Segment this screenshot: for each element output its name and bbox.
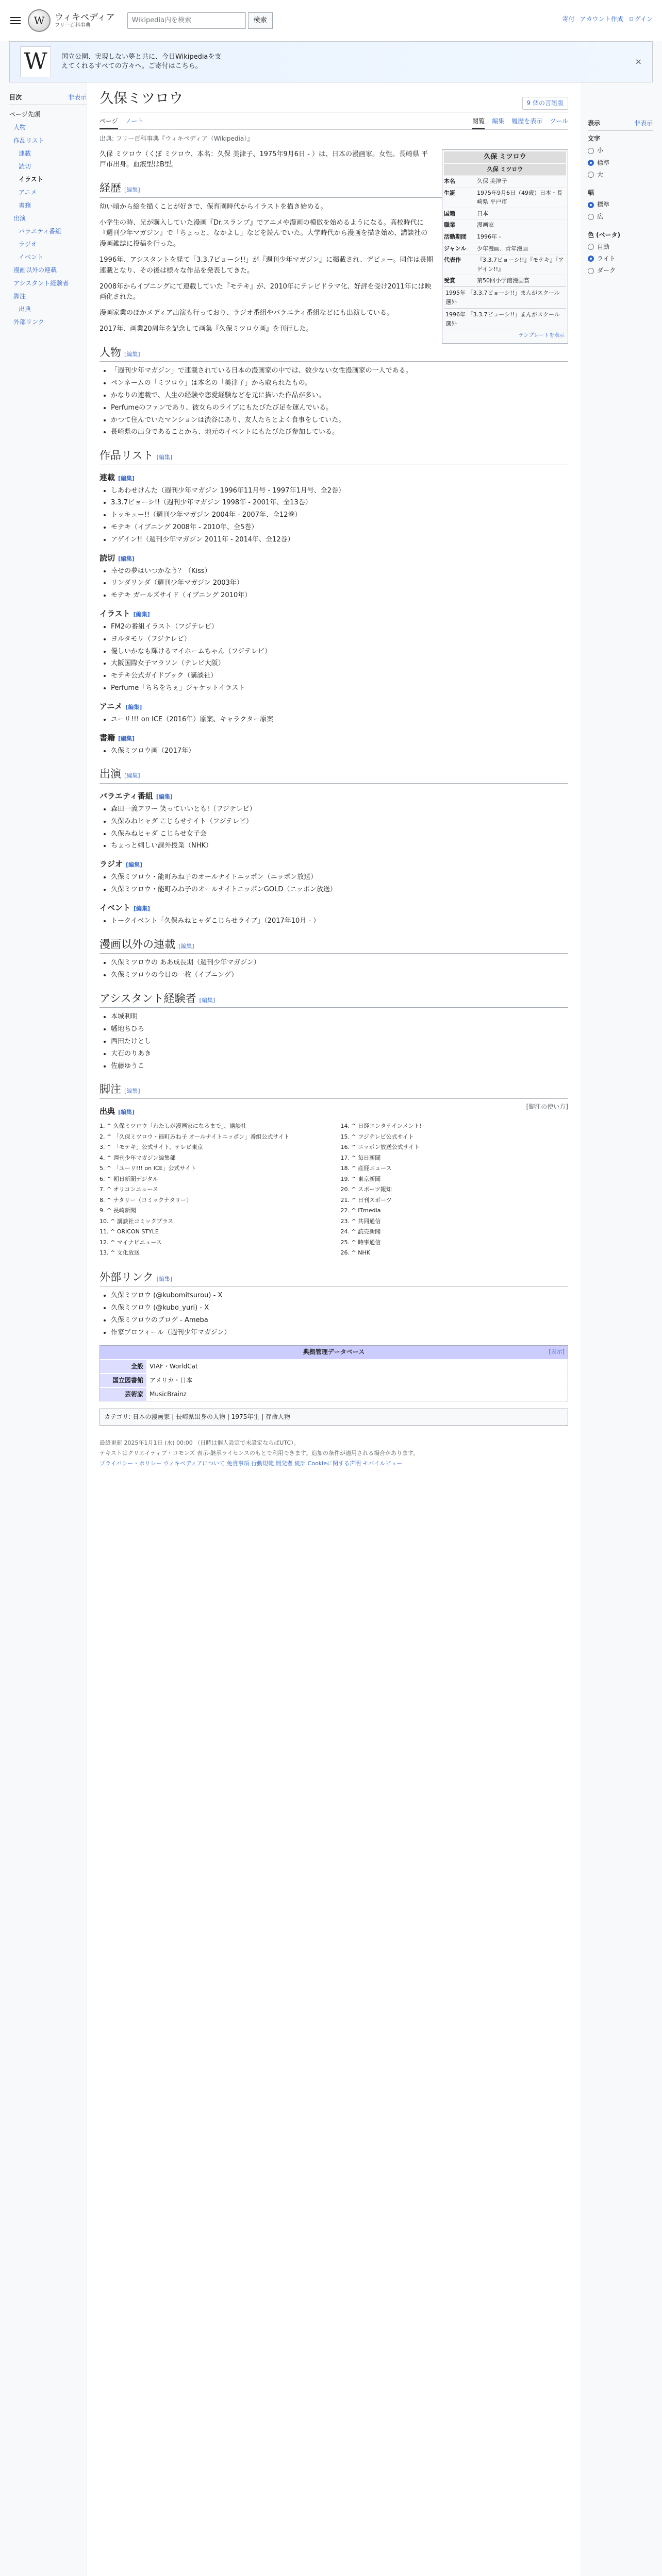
section-other-serial: 漫画以外の連載 [編集] xyxy=(100,936,568,954)
section-appear: 出演 [編集] xyxy=(100,766,568,784)
radio-item: • 久保ミツロウ・能町みね子のオールナイトニッポン（ニッポン放送） xyxy=(111,872,568,883)
reference-item[interactable]: 4. ^ 週刊少年マガジン編集部 xyxy=(100,1154,176,1161)
infobox-key: 国籍 xyxy=(444,210,455,217)
reference-item[interactable]: 22. ^ ITmedia xyxy=(340,1207,381,1214)
oneshot-item: • 幸せの夢はいつかなう？（Kiss） xyxy=(111,566,568,577)
reference-item[interactable]: 23. ^ 共同通信 xyxy=(340,1217,381,1225)
career-paragraph: 2017年、画業20周年を記念して画集『久保ミツロウ画』を刊行した。 xyxy=(100,325,313,333)
radio-icon[interactable] xyxy=(588,172,594,178)
header xyxy=(0,0,662,41)
toc-item[interactable]: 作品リスト xyxy=(13,137,44,144)
navbox-key: 国立図書館 xyxy=(100,1374,146,1387)
variety-item: • 久保みねヒャダ こじらせ女子会 xyxy=(111,829,568,840)
infobox-name: 久保 ミツロウ xyxy=(444,164,566,175)
navbox-row xyxy=(100,1373,568,1387)
person-item: • かつて住んでいたマンションは渋谷にあり、友人たちとよく食事をしていた。 xyxy=(111,415,568,426)
width-option[interactable] xyxy=(588,211,653,223)
width-option[interactable] xyxy=(588,199,653,211)
reference-item[interactable]: 9. ^ 長崎新聞 xyxy=(100,1207,136,1214)
search-input[interactable]: Wikipedia内を検索 xyxy=(127,12,246,29)
donation-banner xyxy=(9,41,653,82)
color-option[interactable] xyxy=(588,253,653,265)
infobox-publication: 1995年 「3.3.7ビョーシ!!」まんがスクール選外 xyxy=(444,286,566,308)
subsection-event: イベント [編集] xyxy=(100,903,151,912)
infobox-row xyxy=(444,208,566,219)
wikipedia-w-icon: W xyxy=(20,46,51,77)
reference-item[interactable]: 19. ^ 東京新聞 xyxy=(340,1175,381,1182)
toc-item[interactable]: 出典 xyxy=(19,306,31,313)
toc-item[interactable]: 脚注 xyxy=(13,292,26,300)
reference-item[interactable]: 20. ^ スポーツ報知 xyxy=(340,1186,392,1193)
edit-link[interactable]: [編集] xyxy=(118,474,135,482)
navbox-title: 典拠管理データベース xyxy=(303,1348,365,1356)
appearance-panel xyxy=(581,82,653,2576)
illust-item: • 大阪国際女子マラソン（テレビ大阪） xyxy=(111,658,568,669)
tab-tools[interactable]: ツール xyxy=(550,117,568,125)
oneshot-item: • モテキ ガールズサイド（イブニング 2010年） xyxy=(111,590,568,601)
external-link: • 久保ミツロウ (@kubomitsurou) - X xyxy=(111,1291,568,1301)
color-option[interactable] xyxy=(588,265,653,277)
external-link: • 作家プロフィール（週刊少年マガジン） xyxy=(111,1328,568,1338)
serial-item: • しあわせけんた（週刊少年マガジン 1996年11月号 - 1997年1月号、全2巻） xyxy=(111,486,568,497)
illust-item: • ヨルタモリ（フジテレビ） xyxy=(111,634,568,645)
infobox-key: 活動期間 xyxy=(444,233,467,241)
toc-item[interactable]: 書籍 xyxy=(19,201,31,209)
assistant-item: • 大石のりあき xyxy=(111,1049,568,1060)
edit-link[interactable]: [編集] xyxy=(118,735,135,742)
site-logo[interactable] xyxy=(28,9,115,32)
toc-item[interactable]: アニメ xyxy=(19,189,37,196)
toc-item[interactable]: 外部リンク xyxy=(13,318,44,326)
toc-hide-button[interactable]: 非表示 xyxy=(68,94,87,101)
radio-label: ライト xyxy=(597,255,616,262)
tab-read[interactable]: 閲覧 xyxy=(472,114,485,129)
reference-item[interactable]: 14. ^ 日経エンタテインメント! xyxy=(340,1123,422,1130)
reference-item[interactable]: 24. ^ 読売新聞 xyxy=(340,1228,381,1235)
radio-label: 小 xyxy=(597,147,604,155)
infobox-publication: 1996年 「3.3.7ビョーシ!!」まんがスクール選外 xyxy=(444,308,566,330)
edit-link[interactable]: [編集] xyxy=(124,772,140,779)
radio-icon[interactable] xyxy=(588,214,594,220)
tab-talk[interactable]: ノート xyxy=(125,117,144,125)
illust-item: • 優しいかなも輝けるマイホームちゃん（フジテレビ） xyxy=(111,647,568,657)
page-footer xyxy=(100,1431,568,1476)
width-label: 幅 xyxy=(588,189,594,196)
main-content xyxy=(87,82,581,2576)
navbox-row xyxy=(100,1359,568,1373)
tab-page[interactable]: ページ xyxy=(100,114,118,129)
edit-link[interactable]: [編集] xyxy=(134,905,151,912)
infobox-row xyxy=(444,254,566,275)
subsection-serial: 連載 [編集] xyxy=(100,472,135,482)
table-of-contents xyxy=(9,82,87,2576)
illust-item: • FM2の番組イラスト（フジテレビ） xyxy=(111,622,568,633)
section-works: 作品リスト [編集] xyxy=(100,447,568,465)
radio-icon[interactable] xyxy=(588,268,594,274)
illust-item: • Perfume「ちちをちぇ」ジャケットイラスト xyxy=(111,683,568,694)
navbox-toggle[interactable]: [表示] xyxy=(549,1348,565,1355)
edit-link[interactable]: [編集] xyxy=(156,1275,173,1282)
subsection-illust: イラスト [編集] xyxy=(100,609,150,619)
navbox-value[interactable]: MusicBrainz xyxy=(146,1388,568,1401)
refs-help-link[interactable]: [脚注の使い方] xyxy=(526,1103,568,1110)
infobox-value: 第50回小学館漫画賞 xyxy=(477,277,529,284)
edit-link[interactable]: [編集] xyxy=(156,454,173,461)
edit-link[interactable]: [編集] xyxy=(124,350,140,358)
illust-item: • モテキ公式ガイドブック（講談社） xyxy=(111,671,568,682)
infobox-row xyxy=(444,187,566,208)
infobox-row xyxy=(444,219,566,231)
reference-item[interactable]: 8. ^ ナタリー（コミックナタリー） xyxy=(100,1196,192,1204)
infobox-row xyxy=(444,231,566,243)
footer-last-modified: 最終更新 2025年1月1日 (水) 00:00 （日時は個人設定で未設定ならばUTC）。 xyxy=(100,1439,300,1447)
infobox-key: 受賞 xyxy=(444,277,455,284)
variety-item: • 森田一義アワー 笑っていいとも!（フジテレビ） xyxy=(111,804,568,815)
category-links[interactable]: カテゴリ: 日本の漫画家 | 長崎県出身の人物 | 1975年生 | 存命人物 xyxy=(100,1409,568,1426)
infobox-row xyxy=(444,275,566,286)
toc-item[interactable]: ページ先頭 xyxy=(9,111,40,118)
variety-item: • 久保みねヒャダ こじらせナイト（フジテレビ） xyxy=(111,817,568,827)
career-paragraph: 1996年、アシスタントを経て「3.3.7ビョーシ!!」が『週刊少年マガジン』に掲載され、デビュー。同作は長期連載となり、その後は様々な作品を発表してきた。 xyxy=(100,256,434,275)
radio-icon[interactable] xyxy=(588,148,594,154)
toc-item[interactable]: 漫画以外の連載 xyxy=(13,266,57,274)
event-item: • トークイベント「久保みねヒャダこじらせライブ」（2017年10月 - ） xyxy=(111,916,568,927)
radio-label: 自動 xyxy=(597,243,610,250)
career-paragraph: 漫画家業のほかメディア出演も行っており、ラジオ番組やバラエティ番組などにも出演している。 xyxy=(100,309,393,317)
external-link: • 久保ミツロウのブログ - Ameba xyxy=(111,1315,568,1326)
external-link: • 久保ミツロウ (@kubo_yuri) - X xyxy=(111,1303,568,1314)
donate-link[interactable]: 寄付 xyxy=(562,15,575,23)
reference-item[interactable]: 7. ^ オリコンニュース xyxy=(100,1186,158,1193)
reference-item[interactable]: 10. ^ 講談社コミックプラス xyxy=(100,1217,174,1225)
text-size-option[interactable] xyxy=(588,145,653,157)
reference-item[interactable]: 5. ^ 「ユーリ!!! on ICE」公式サイト xyxy=(100,1165,196,1172)
section-external: 外部リンク [編集] xyxy=(100,1269,568,1287)
reference-item[interactable]: 1. ^ 久保ミツロウ「わたしが漫画家になるまで」、講談社 xyxy=(100,1123,247,1130)
infobox xyxy=(442,149,568,344)
infobox-row xyxy=(444,175,566,187)
infobox-value: 1996年 - xyxy=(477,233,501,241)
other-serial-item: • 久保ミツロウの ああ成長期（週刊少年マガジン） xyxy=(111,958,568,969)
radio-icon[interactable] xyxy=(588,202,594,208)
person-item: • ペンネームの「ミツロウ」は本名の「美津子」から取られたもの。 xyxy=(111,378,568,389)
edit-link[interactable]: [編集] xyxy=(178,942,194,950)
search-button[interactable]: 検索 xyxy=(248,12,273,29)
reference-item[interactable]: 13. ^ 文化放送 xyxy=(100,1249,140,1257)
subsection-refs: 出典 [編集] xyxy=(100,1106,135,1116)
serial-item: • アゲイン!!（週刊少年マガジン 2011年 - 2014年、全12巻） xyxy=(111,535,568,546)
logo-title: ウィキペディア xyxy=(55,12,115,23)
footer-links[interactable]: プライバシー・ポリシー ウィキペディアについて 免責事項 行動規範 開発者 統計 Cookieに関する声明 モバイルビュー xyxy=(100,1460,403,1467)
section-career: 経歴 [編集] xyxy=(100,180,568,198)
person-item: • Perfumeのファンであり、彼女らのライブにもたびたび足を運んでいる。 xyxy=(111,403,568,414)
navbox-row xyxy=(100,1387,568,1401)
appearance-title: 表示 xyxy=(588,120,601,127)
navbox-key: 全般 xyxy=(100,1360,146,1373)
section-notes: 脚注 [編集] xyxy=(100,1081,568,1099)
career-paragraph: 2008年からイブニングにて連載していた『モテキ』が、2010年にテレビドラマ化、好評を受け2011年には映画化された。 xyxy=(100,282,432,301)
infobox-template-link[interactable]: テンプレートを表示 xyxy=(444,330,566,342)
toc-item[interactable]: ラジオ xyxy=(19,241,38,248)
assistant-item: • 幡地ちひろ xyxy=(111,1024,568,1035)
edit-link[interactable]: [編集] xyxy=(156,793,173,801)
assistant-item: • 佐藤ゆうこ xyxy=(111,1061,568,1072)
edit-link[interactable]: [編集] xyxy=(199,996,216,1004)
other-serial-item: • 久保ミツロウの今日の一枚（イブニング） xyxy=(111,970,568,981)
toc-header: 目次 非表示 xyxy=(9,93,87,105)
edit-link[interactable]: [編集] xyxy=(118,555,135,562)
user-links xyxy=(562,14,653,24)
page-source: 出典: フリー百科事典『ウィキペディア（Wikipedia）』 xyxy=(100,135,254,143)
logo-subtitle: フリー百科事典 xyxy=(55,23,91,29)
tab-history[interactable]: 履歴を表示 xyxy=(511,117,543,125)
edit-link[interactable]: [編集] xyxy=(118,1108,135,1115)
navbox-key: 芸術家 xyxy=(100,1388,146,1401)
tab-edit[interactable]: 編集 xyxy=(492,117,505,125)
infobox-key: ジャンル xyxy=(444,245,467,252)
infobox-key: 代表作 xyxy=(444,257,461,264)
radio-icon[interactable] xyxy=(588,256,594,262)
infobox-value: 少年漫画、青年漫画 xyxy=(477,245,528,252)
edit-link[interactable]: [編集] xyxy=(124,1088,140,1095)
toc-item[interactable]: 連載 xyxy=(19,149,31,157)
text-size-option[interactable] xyxy=(588,169,653,181)
subsection-anime: アニメ [編集] xyxy=(100,701,142,711)
appearance-hide-button[interactable]: 非表示 xyxy=(634,120,653,127)
text-size-label: 文字 xyxy=(588,135,601,143)
subsection-oneshot: 読切 [編集] xyxy=(100,553,135,563)
infobox-value: 1975年9月6日（49歳）日本・長崎県 平戸市 xyxy=(477,189,562,206)
reference-item[interactable]: 18. ^ 産経ニュース xyxy=(340,1165,392,1172)
infobox-row xyxy=(444,243,566,255)
variety-item: • ちょっと刺しい課外授業（NHK） xyxy=(111,841,568,852)
color-option[interactable] xyxy=(588,241,653,253)
toc-item[interactable]: 読切 xyxy=(19,162,31,170)
infobox-key: 本名 xyxy=(444,178,455,185)
login-link[interactable]: ログイン xyxy=(628,15,653,23)
navbox-value[interactable]: アメリカ・日本 xyxy=(146,1374,568,1387)
section-assistants: アシスタント経験者 [編集] xyxy=(100,990,568,1008)
reference-item[interactable]: 17. ^ 毎日新聞 xyxy=(340,1154,381,1161)
section-person: 人物 [編集] xyxy=(100,344,568,362)
toc-item[interactable]: 出演 xyxy=(13,214,26,222)
reference-list xyxy=(100,1122,568,1260)
assistant-item: • 本城利明 xyxy=(111,1012,568,1023)
radio-label: 標準 xyxy=(597,159,610,166)
infobox-key: 職業 xyxy=(444,222,455,229)
book-item: • 久保ミツロウ画（2017年） xyxy=(111,746,568,757)
reference-item[interactable]: 15. ^ フジテレビ公式サイト xyxy=(340,1133,414,1140)
color-label: 色 (ベータ) xyxy=(588,231,621,239)
assistant-item: • 西田たけとし xyxy=(111,1037,568,1047)
radio-label: 標準 xyxy=(597,201,610,209)
toc-item[interactable]: バラエティ番組 xyxy=(19,227,62,235)
page-title: 久保ミツロウ xyxy=(100,91,183,107)
banner-text: 国立公園、実現しない夢と共に、今日Wikipediaを支えてくれるすべての方々へ。ご寄付はこちら。 xyxy=(61,53,222,70)
reference-item[interactable]: 2. ^ 「久保ミツロウ・能町みね子 オールナイトニッポン」番組公式サイト xyxy=(100,1133,290,1140)
radio-icon[interactable] xyxy=(588,244,594,250)
reference-item[interactable]: 11. ^ ORICON STYLE xyxy=(100,1228,159,1235)
reference-item[interactable]: 21. ^ 日刊スポーツ xyxy=(340,1196,392,1204)
footer-license: テキストはクリエイティブ・コモンズ 表示-継承ライセンスのもとで利用できます。追加の条件が適用される場合があります。 xyxy=(100,1450,419,1457)
infobox-value: 漫画家 xyxy=(477,222,494,229)
edit-link[interactable]: [編集] xyxy=(126,861,143,869)
infobox-value: 『3.3.7ビョーシ!!』『モテキ』『アゲイン!!』 xyxy=(477,257,564,273)
navbox-value[interactable]: VIAF・WorldCat xyxy=(146,1360,568,1373)
serial-item: • 3.3.7ビョーシ!!（週刊少年マガジン 1998年 - 2001年、全13巻） xyxy=(111,498,568,509)
infobox-key: 生誕 xyxy=(444,189,455,196)
close-icon[interactable]: × xyxy=(635,57,642,67)
person-item: • かなりの連載で、人生の経験や恋愛経験などを元に描いた作品が多い。 xyxy=(111,391,568,401)
toc-item[interactable]: イラスト xyxy=(19,176,43,183)
radio-icon[interactable] xyxy=(588,160,594,166)
text-size-option[interactable] xyxy=(588,157,653,169)
authority-control-navbox xyxy=(100,1345,568,1401)
infobox-title: 久保 ミツロウ xyxy=(444,151,566,163)
reference-item[interactable]: 25. ^ 時事通信 xyxy=(340,1239,381,1246)
radio-label: 広 xyxy=(597,213,604,221)
career-paragraph: 幼い頃から絵を描くことが好きで、保育園時代からイラストを描き始める。 xyxy=(100,202,327,211)
edit-link[interactable]: [編集] xyxy=(124,187,140,194)
reference-item[interactable]: 16. ^ ニッポン放送公式サイト xyxy=(340,1144,420,1151)
infobox-value: 日本 xyxy=(477,210,488,217)
radio-label: 大 xyxy=(597,171,604,178)
intro-paragraph: 久保 ミツロウ（くぼ ミツロウ、本名：久保 美津子、1975年9月6日 - ）は、日本の漫画家。女性。長崎県 平戸市出身。血液型はB型。 xyxy=(100,150,428,169)
edit-link[interactable]: [編集] xyxy=(133,611,150,618)
create-account-link[interactable]: アカウント作成 xyxy=(580,15,623,23)
wikipedia-globe-icon: W xyxy=(28,9,51,32)
radio-item: • 久保ミツロウ・能町みね子のオールナイトニッポンGOLD（ニッポン放送） xyxy=(111,885,568,895)
menu-icon[interactable] xyxy=(9,14,22,27)
edit-link[interactable]: [編集] xyxy=(125,703,142,710)
toc-item[interactable]: イベント xyxy=(19,253,44,261)
toc-item[interactable]: 人物 xyxy=(13,124,26,131)
person-item: • 「週刊少年マガジン」で連載されている日本の漫画家の中では、数少ない女性漫画家の一人である。 xyxy=(111,366,568,377)
toc-item[interactable]: アシスタント経験者 xyxy=(13,279,69,287)
oneshot-item: • リンダリンダ（週刊少年マガジン 2003年） xyxy=(111,578,568,589)
reference-item[interactable]: 3. ^ 「モテキ」公式サイト、テレビ東京 xyxy=(100,1144,203,1151)
subsection-books: 書籍 [編集] xyxy=(100,733,135,742)
serial-item: • モテキ（イブニング 2008年 - 2010年、全5巻） xyxy=(111,522,568,533)
serial-item: • トッキュー!!（週刊少年マガジン 2004年 - 2007年、全12巻） xyxy=(111,510,568,521)
reference-item[interactable]: 6. ^ 朝日新聞デジタル xyxy=(100,1175,159,1182)
infobox-value: 久保 美津子 xyxy=(477,178,507,185)
career-paragraph: 小学生の時、兄が購入していた漫画『Dr.スランプ』でアニメや漫画の模倣を始めるようになる。高校時代に『週刊少年マガジン』で「ちょっと、なかよし」などを読んでいた。大学時代から漫画を描き始め、講談社の漫画雑誌に投稿を行った。 xyxy=(100,218,428,248)
reference-item[interactable]: 12. ^ マイナビニュース xyxy=(100,1239,162,1246)
person-item: • 長崎県の出身であることから、地元のイベントにもたびたび参加している。 xyxy=(111,427,568,438)
subsection-radio: ラジオ [編集] xyxy=(100,859,143,869)
language-button[interactable]: 9 個の言語版 xyxy=(522,97,568,110)
anime-item: • ユーリ!!! on ICE（2016年）原案、キャラクター原案 xyxy=(111,715,568,725)
reference-item[interactable]: 26. ^ NHK xyxy=(340,1249,370,1257)
subsection-variety: バラエティ番組 [編集] xyxy=(100,791,173,801)
radio-label: ダーク xyxy=(597,267,616,275)
